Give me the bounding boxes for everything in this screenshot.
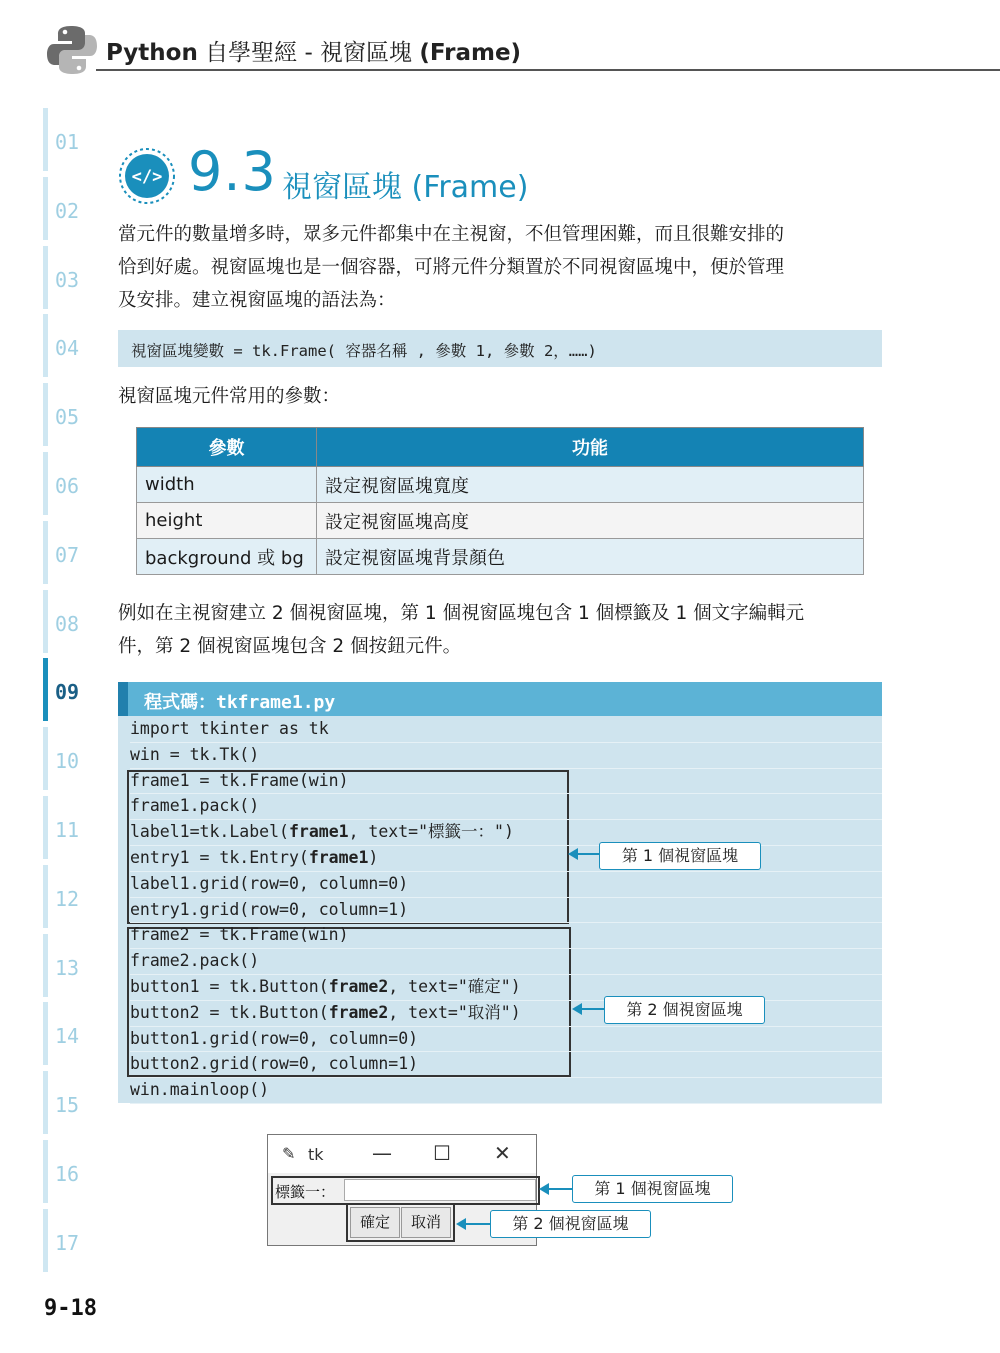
callout-arrow bbox=[581, 1008, 604, 1010]
code-line: button2.grid(row=0, column=1) bbox=[130, 1051, 882, 1078]
chapter-tab-number: 13 bbox=[55, 955, 80, 980]
code-callout-frame2: 第 2 個視窗區塊 bbox=[604, 996, 765, 1024]
chapter-tab-number: 10 bbox=[55, 749, 80, 774]
section-number: 9.3 bbox=[188, 140, 277, 203]
chapter-tab[interactable] bbox=[43, 934, 83, 997]
chapter-tab-number: 12 bbox=[55, 886, 80, 911]
callout-arrow bbox=[465, 1223, 490, 1225]
chapter-tab[interactable] bbox=[43, 452, 83, 515]
header-title-zh: 自學聖經 - 視窗區塊 bbox=[205, 40, 413, 66]
params-table bbox=[136, 427, 864, 575]
maximize-icon[interactable]: ☐ bbox=[433, 1141, 451, 1165]
code-line: frame1.pack() bbox=[130, 793, 882, 820]
chapter-tab[interactable] bbox=[43, 521, 83, 584]
tk-window-title: tk bbox=[308, 1145, 324, 1164]
code-line: frame2.pack() bbox=[130, 948, 882, 975]
table-header-cell: 功能 bbox=[317, 428, 864, 467]
page-header bbox=[0, 0, 1000, 90]
chapter-tab-bar bbox=[43, 1140, 48, 1203]
chapter-tab[interactable] bbox=[43, 1209, 83, 1272]
example-line: 例如在主視窗建立 2 個視窗區塊，第 1 個視窗區塊包含 1 個標籤及 1 個文字編輯元 bbox=[118, 603, 805, 624]
chapter-tab-bar bbox=[43, 521, 48, 584]
chapter-tab-number: 16 bbox=[55, 1162, 80, 1186]
table-row bbox=[137, 503, 864, 539]
tk-callout-frame1: 第 1 個視窗區塊 bbox=[572, 1175, 733, 1203]
chapter-tab[interactable] bbox=[43, 246, 83, 309]
chapter-tab[interactable] bbox=[43, 590, 83, 653]
table-row bbox=[137, 539, 864, 575]
code-header-stripe bbox=[118, 682, 128, 716]
chapter-tab[interactable] bbox=[43, 796, 83, 859]
chapter-tab-bar bbox=[43, 590, 48, 653]
intro-line: 及安排。建立視窗區塊的語法為： bbox=[118, 290, 396, 311]
header-title bbox=[106, 34, 521, 67]
code-line: win = tk.Tk() bbox=[130, 742, 882, 769]
code-section-icon bbox=[118, 147, 176, 205]
chapter-tab-number: 01 bbox=[55, 130, 80, 154]
table-row bbox=[137, 467, 864, 503]
chapter-tab-number: 11 bbox=[55, 818, 80, 842]
intro-line: 當元件的數量增多時，眾多元件都集中在主視窗，不但管理困難，而且很難安排的 bbox=[118, 224, 785, 245]
section-title: 視窗區塊 (Frame) bbox=[282, 170, 529, 205]
chapter-tab-bar bbox=[43, 865, 48, 928]
syntax-box bbox=[118, 330, 882, 367]
code-line: frame1 = tk.Frame(win) bbox=[130, 768, 882, 795]
table-cell: width bbox=[137, 467, 317, 503]
chapter-tab-bar bbox=[43, 1002, 48, 1065]
chapter-tab[interactable] bbox=[43, 658, 83, 721]
page-number: 9-18 bbox=[44, 1296, 97, 1321]
code-filename-label: 程式碼：tkframe1.py bbox=[144, 692, 336, 713]
code-line: button1.grid(row=0, column=0) bbox=[130, 1026, 882, 1053]
table-cell: background 或 bg bbox=[137, 539, 317, 575]
chapter-tab-number: 08 bbox=[55, 611, 80, 636]
tk-frame1 bbox=[271, 1176, 540, 1205]
tk-cancel-button[interactable]: 取消 bbox=[401, 1207, 451, 1238]
python-logo-icon bbox=[46, 24, 98, 76]
close-icon[interactable]: ✕ bbox=[494, 1141, 511, 1165]
minimize-icon[interactable]: — bbox=[372, 1141, 392, 1165]
header-rule bbox=[96, 69, 1000, 71]
code-line: label1.grid(row=0, column=0) bbox=[130, 871, 882, 898]
header-title-paren: (Frame) bbox=[419, 40, 522, 66]
table-cell: height bbox=[137, 503, 317, 539]
chapter-tab-bar bbox=[43, 177, 48, 240]
code-line: frame2 = tk.Frame(win) bbox=[130, 922, 882, 949]
chapter-tab-number: 17 bbox=[55, 1230, 80, 1255]
code-line: entry1 = tk.Entry(frame1) bbox=[130, 845, 882, 872]
chapter-tab[interactable] bbox=[43, 865, 83, 928]
chapter-tab-bar bbox=[43, 727, 48, 790]
chapter-tab-number: 07 bbox=[55, 542, 80, 567]
chapter-tab-bar bbox=[43, 796, 48, 859]
code-line: entry1.grid(row=0, column=1) bbox=[130, 897, 882, 924]
chapter-tab[interactable] bbox=[43, 1140, 83, 1203]
table-cell: 設定視窗區塊背景顏色 bbox=[317, 539, 864, 575]
callout-arrow bbox=[548, 1188, 572, 1190]
chapter-tab-bar bbox=[43, 1209, 48, 1272]
chapter-tab[interactable] bbox=[43, 108, 83, 171]
table-header-row bbox=[137, 428, 864, 467]
table-cell: 設定視窗區塊寬度 bbox=[317, 467, 864, 503]
chapter-tab[interactable] bbox=[43, 177, 83, 240]
tk-titlebar bbox=[268, 1135, 536, 1173]
intro-line: 恰到好處。視窗區塊也是一個容器，可將元件分類置於不同視窗區塊中，便於管理 bbox=[118, 257, 785, 278]
tk-ok-button[interactable]: 確定 bbox=[350, 1207, 400, 1238]
chapter-tab-number: 09 bbox=[55, 680, 80, 705]
intro-paragraph bbox=[118, 218, 888, 317]
code-line: win.mainloop() bbox=[130, 1077, 882, 1104]
tk-entry-field[interactable] bbox=[344, 1179, 536, 1201]
chapter-tab-number: 02 bbox=[55, 198, 80, 223]
callout-arrow bbox=[577, 853, 599, 855]
chapter-tab-bar bbox=[43, 658, 48, 721]
code-block bbox=[118, 716, 882, 1103]
chapter-tab[interactable] bbox=[43, 727, 83, 790]
tk-frame2 bbox=[346, 1203, 455, 1242]
chapter-tab-bar bbox=[43, 452, 48, 515]
chapter-tab-bar bbox=[43, 383, 48, 446]
tk-callout-frame2: 第 2 個視窗區塊 bbox=[490, 1210, 651, 1238]
chapter-tab-bar bbox=[43, 1071, 48, 1134]
chapter-tab-number: 06 bbox=[55, 474, 80, 498]
code-line: label1=tk.Label(frame1, text="標籤一：") bbox=[130, 819, 882, 846]
code-line: button2 = tk.Button(frame2, text="取消") bbox=[130, 1000, 882, 1027]
chapter-tab-number: 04 bbox=[55, 336, 80, 361]
code-callout-frame1: 第 1 個視窗區塊 bbox=[599, 842, 761, 870]
chapter-tab[interactable] bbox=[43, 383, 83, 446]
chapter-tab-number: 14 bbox=[55, 1024, 80, 1049]
tk-label: 標籤一： bbox=[275, 1183, 336, 1201]
chapter-tab[interactable] bbox=[43, 1071, 83, 1134]
syntax-text: 視窗區塊變數 = tk.Frame( 容器名稱 , 參數 1, 參數 2，……) bbox=[131, 342, 597, 360]
chapter-tab-bar bbox=[43, 246, 48, 309]
table-header-cell: 參數 bbox=[137, 428, 317, 467]
code-line: import tkinter as tk bbox=[130, 716, 882, 743]
chapter-tab-bar bbox=[43, 314, 48, 377]
code-line: button1 = tk.Button(frame2, text="確定") bbox=[130, 974, 882, 1001]
header-title-en: Python bbox=[106, 40, 198, 66]
table-cell: 設定視窗區塊高度 bbox=[317, 503, 864, 539]
chapter-tab-number: 03 bbox=[55, 267, 80, 292]
example-paragraph bbox=[118, 597, 888, 663]
chapter-tab-number: 15 bbox=[55, 1093, 80, 1118]
code-header bbox=[118, 682, 882, 716]
params-intro: 視窗區塊元件常用的參數： bbox=[118, 386, 341, 407]
chapter-tab-number: 05 bbox=[55, 405, 80, 430]
chapter-tab[interactable] bbox=[43, 1002, 83, 1065]
chapter-tab[interactable] bbox=[43, 314, 83, 377]
tk-feather-icon: ✎ bbox=[282, 1144, 296, 1163]
svg-text:</>: </> bbox=[131, 167, 163, 187]
chapter-tab-bar bbox=[43, 934, 48, 997]
chapter-tab-bar bbox=[43, 108, 48, 171]
example-line: 件，第 2 個視窗區塊包含 2 個按鈕元件。 bbox=[118, 636, 462, 657]
